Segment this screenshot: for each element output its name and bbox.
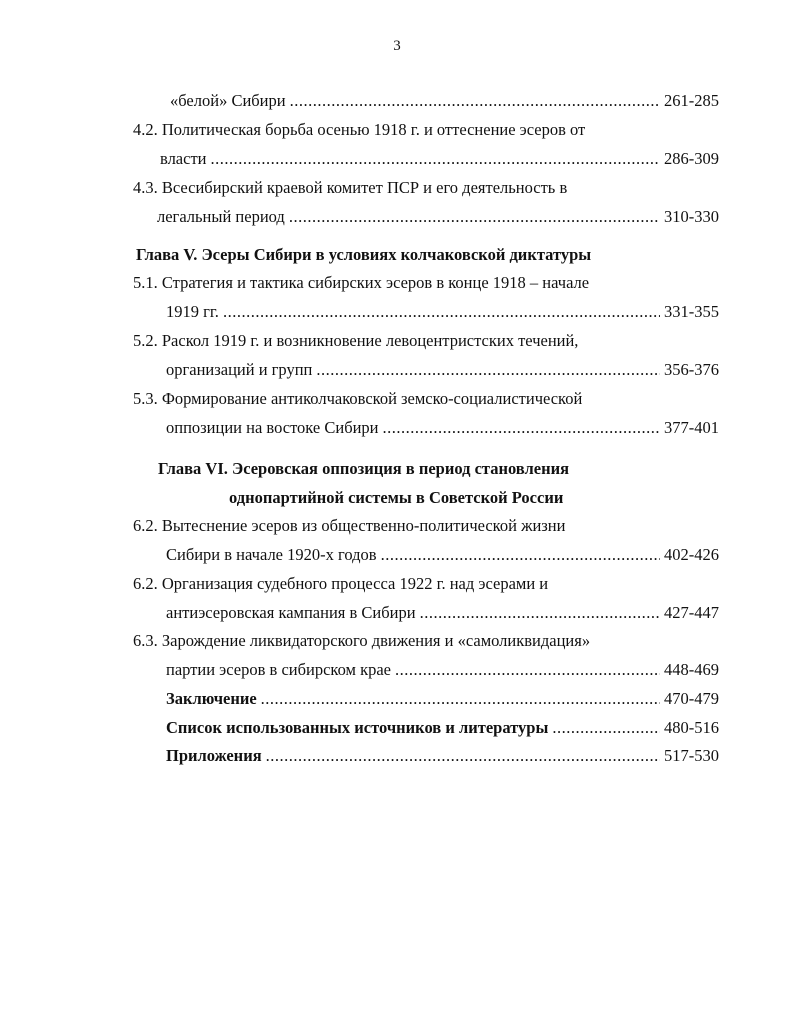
- toc-page-range: 261-285: [664, 91, 719, 110]
- toc-page-range: 402-426: [664, 545, 719, 564]
- toc-page-range: 448-469: [664, 660, 719, 679]
- dot-leader: [552, 715, 660, 741]
- dot-leader: [266, 743, 660, 769]
- page-number: 3: [393, 38, 401, 54]
- toc-entry-5-3-line1: [133, 386, 582, 412]
- toc-entry-text: Сибири в начале 1920-х годов: [166, 545, 377, 564]
- toc-entry-6-3-line2: [166, 657, 719, 683]
- toc-entry-6-2-line2: [166, 600, 719, 626]
- toc-entry-text: Организация судебного процесса 1922 г. над эсерами и: [161, 574, 549, 593]
- dot-leader: [420, 600, 660, 626]
- dot-leader: [290, 88, 660, 114]
- toc-entry-6-3-line1: [133, 628, 590, 654]
- toc-page-range: 331-355: [664, 302, 719, 321]
- toc-entry-text: Заключение: [166, 689, 257, 708]
- toc-entry-6-1-line1: [133, 513, 565, 539]
- toc-entry-number: 5.1.: [133, 273, 158, 292]
- toc-entry-text: «белой» Сибири: [170, 91, 286, 110]
- toc-entry-4-2-line2: [160, 146, 719, 172]
- toc-entry-text: Политическая борьба осенью 1918 г. и оттеснение эсеров от: [161, 120, 586, 139]
- toc-entry-5-1-line2: [166, 299, 719, 325]
- toc-entry-4-1-cont: [170, 88, 719, 114]
- toc-entry-text: Вытеснение эсеров из общественно-политической жизни: [161, 516, 566, 535]
- toc-entry-sources: [166, 715, 719, 741]
- toc-entry-number: 6.3.: [133, 631, 158, 650]
- dot-leader: [223, 299, 660, 325]
- toc-entry-text: Раскол 1919 г. и возникновение левоцентристских течений,: [161, 331, 579, 350]
- toc-entry-text: антиэсеровская кампания в Сибири: [166, 603, 416, 622]
- toc-entry-number: 5.3.: [133, 389, 158, 408]
- dot-leader: [383, 415, 660, 441]
- toc-page-range: 286-309: [664, 149, 719, 168]
- toc-entry-text: легальный период: [157, 207, 285, 226]
- toc-entry-5-1-line1: [133, 270, 589, 296]
- toc-entry-text: 1919 гг.: [166, 302, 219, 321]
- toc-page-range: 356-376: [664, 360, 719, 379]
- dot-leader: [395, 657, 660, 683]
- toc-entry-text: Зарождение ликвидаторского движения и «самоликвидация»: [161, 631, 591, 650]
- toc-entry-number: 4.3.: [133, 178, 158, 197]
- toc-entry-text: Список использованных источников и литературы: [166, 718, 549, 737]
- toc-entry-6-2-line1: [133, 571, 548, 597]
- toc-entry-number: 5.2.: [133, 331, 158, 350]
- dot-leader: [211, 146, 661, 172]
- toc-entry-text: власти: [160, 149, 207, 168]
- chapter-5-title: Глава V. Эсеры Сибири в условиях колчаковской диктатуры: [136, 245, 592, 264]
- toc-page-range: 470-479: [664, 689, 719, 708]
- toc-page-range: 517-530: [664, 746, 719, 765]
- toc-entry-4-2-line1: [133, 117, 585, 143]
- toc-entry-text: Всесибирский краевой комитет ПСР и его деятельность в: [161, 178, 568, 197]
- toc-entry-4-3-line1: [133, 175, 567, 201]
- toc-page-range: 427-447: [664, 603, 719, 622]
- toc-entry-4-3-line2: [157, 204, 719, 230]
- toc-entry-number: 6.2.: [133, 574, 158, 593]
- dot-leader: [289, 204, 660, 230]
- toc-entry-5-2-line2: [166, 357, 719, 383]
- toc-entry-text: оппозиции на востоке Сибири: [166, 418, 379, 437]
- toc-entry-appendices: [166, 743, 719, 769]
- dot-leader: [316, 357, 660, 383]
- toc-entry-5-3-line2: [166, 415, 719, 441]
- chapter-6-title-line2: однопартийной системы в Советской России: [229, 488, 564, 507]
- toc-page-range: 480-516: [664, 718, 719, 737]
- toc-entry-text: Формирование антиколчаковской земско-социалистической: [161, 389, 583, 408]
- toc-entry-text: организаций и групп: [166, 360, 313, 379]
- toc-entry-text: партии эсеров в сибирском крае: [166, 660, 391, 679]
- toc-entry-5-2-line1: [133, 328, 578, 354]
- toc-entry-conclusion: [166, 686, 719, 712]
- toc-entry-text: Приложения: [166, 746, 262, 765]
- toc-entry-number: 4.2.: [133, 120, 158, 139]
- toc-entry-number: 6.2.: [133, 516, 158, 535]
- dot-leader: [261, 686, 660, 712]
- toc-entry-6-1-line2: [166, 542, 719, 568]
- toc-page-range: 310-330: [664, 207, 719, 226]
- dot-leader: [381, 542, 660, 568]
- toc-entry-text: Стратегия и тактика сибирских эсеров в конце 1918 – начале: [161, 273, 590, 292]
- toc-page-range: 377-401: [664, 418, 719, 437]
- chapter-6-title-line1: Глава VI. Эсеровская оппозиция в период становления: [158, 459, 570, 478]
